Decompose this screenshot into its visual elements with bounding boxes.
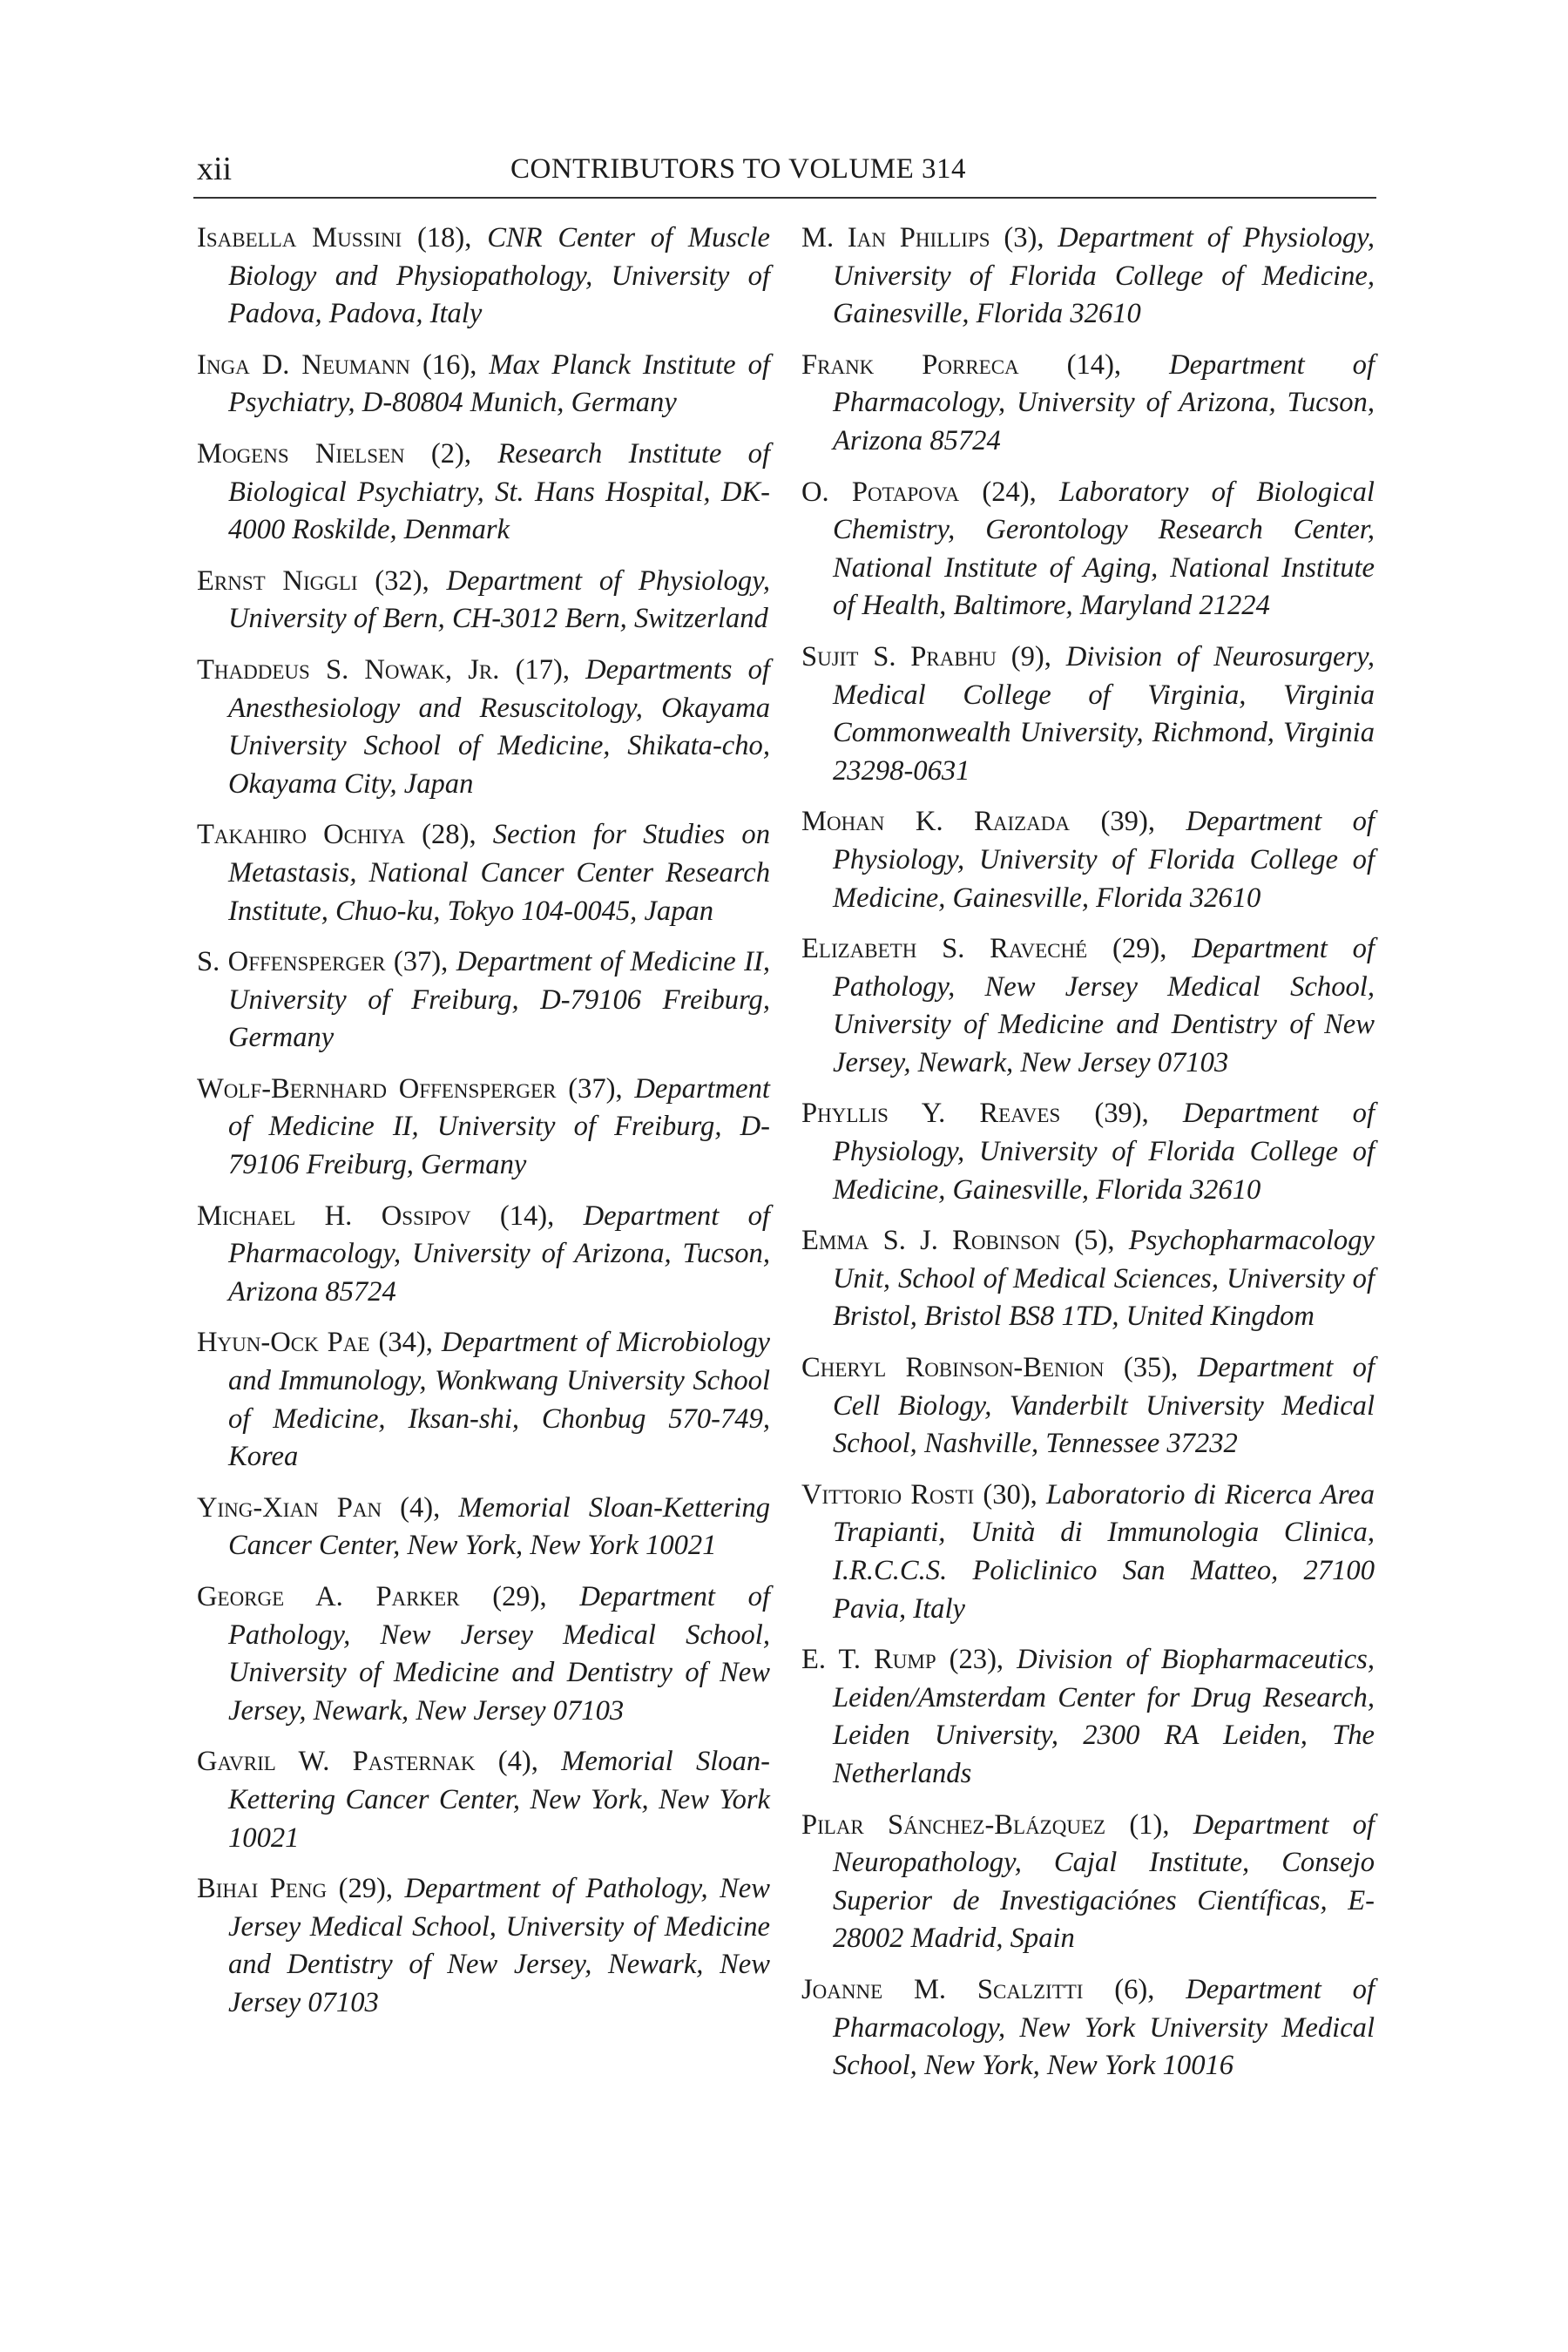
contributor-affiliation: Psychopharmacology Unit, School of Medical Sciences, University of Bristol, Bristol BS8 1TD, United Kingdom [833, 1225, 1375, 1333]
contributor-entry [801, 803, 1375, 917]
contributor-entry [801, 1222, 1375, 1336]
chapter-number: (39), [1100, 806, 1155, 838]
contributor-affiliation: Max Planck Institute of Psychiatry, D-80804 Munich, Germany [228, 348, 770, 419]
contributor-affiliation: Department of Pathology, New Jersey Medical School, University of Medicine and Dentistry of New Jersey, Newark, New Jersey 07103 [228, 1873, 770, 2018]
contributor-name: George A. Parker [197, 1581, 460, 1612]
contributor-entry [801, 347, 1375, 461]
contributor-affiliation: Department of Physiology, University of Florida College of Medicine, Gainesville, Florida 32610 [833, 222, 1375, 330]
contributor-affiliation: Department of Pharmacology, New York University Medical School, New York, New York 10016 [833, 1973, 1375, 2082]
contributor-entry [801, 1971, 1375, 2085]
contributor-entry [801, 1095, 1375, 1209]
contributor-entry [801, 220, 1375, 334]
contributor-name: Sujit S. Prabhu [801, 640, 997, 672]
chapter-number: (3), [1004, 222, 1044, 253]
chapter-number: (4), [497, 1746, 538, 1778]
chapter-number: (39), [1094, 1098, 1149, 1130]
chapter-number: (9), [1010, 640, 1051, 672]
contributor-name: Bihai Peng [197, 1873, 328, 1905]
chapter-number: (29), [338, 1873, 394, 1905]
contributor-affiliation: Department of Neuropathology, Cajal Institute, Consejo Superior de Investigaciónes Científicas, E-28002 Madrid, Spain [833, 1808, 1375, 1955]
contributor-name: Pilar Sánchez-Blázquez [801, 1808, 1106, 1841]
contributor-name: Mohan K. Raizada [801, 806, 1071, 838]
chapter-number: (18), [417, 222, 472, 253]
contributor-affiliation: Department of Physiology, University of Florida College of Medicine, Gainesville, Florida 32610 [833, 1098, 1375, 1206]
page-number: xii [197, 151, 233, 187]
contributor-name: M. Ian Phillips [801, 222, 990, 253]
contributor-name: Inga D. Neumann [197, 348, 410, 381]
contributor-affiliation: Department of Pathology, New Jersey Medical School, University of Medicine and Dentistry of New Jersey, Newark, New Jersey 07103 [228, 1581, 770, 1727]
chapter-number: (1), [1129, 1808, 1170, 1841]
chapter-number: (17), [515, 653, 570, 686]
chapter-number: (29), [492, 1581, 547, 1612]
chapter-number: (29), [1112, 933, 1167, 965]
contributor-entry [801, 1807, 1375, 1958]
chapter-number: (2), [430, 437, 472, 470]
contributor-entry [197, 1490, 770, 1565]
chapter-number: (37), [568, 1072, 623, 1105]
contributor-affiliation: Department of Physiology, University of Florida College of Medicine, Gainesville, Florida 32610 [833, 806, 1375, 914]
contributor-name: Hyun-Ock Pae [197, 1327, 370, 1359]
contributor-name: Gavril W. Pasternak [197, 1746, 476, 1778]
contributor-affiliation: CNR Center of Muscle Biology and Physiopathology, University of Padova, Padova, Italy [228, 222, 770, 330]
chapter-number: (14), [499, 1200, 555, 1232]
contributor-entry [801, 1349, 1375, 1463]
contributor-affiliation: Laboratory of Biological Chemistry, Gerontology Research Center, National Institute of Aging, National Institute of Health, Baltimore, Maryland 21224 [833, 476, 1375, 622]
contributor-name: Takahiro Ochiya [197, 819, 405, 851]
contributor-entry [801, 930, 1375, 1082]
contributor-entry [197, 652, 770, 803]
chapter-number: (14), [1066, 348, 1122, 381]
contributor-name: Frank Porreca [801, 348, 1019, 381]
contributor-affiliation: Department of Microbiology and Immunology, Wonkwang University School of Medicine, Iksan-shi, Chonbug 570-749, Korea [228, 1327, 770, 1473]
chapter-number: (30), [983, 1478, 1037, 1511]
contributor-entry [801, 474, 1375, 625]
contributor-affiliation: Research Institute of Biological Psychiatry, St. Hans Hospital, DK-4000 Roskilde, Denmark [228, 437, 770, 546]
contributor-name: Wolf-Bernhard Offensperger [197, 1072, 557, 1105]
contributor-entry [197, 816, 770, 930]
contributor-affiliation: Section for Studies on Metastasis, National Cancer Center Research Institute, Chuo-ku, Tokyo 104-0045, Japan [228, 819, 770, 927]
contributor-affiliation: Department of Medicine II, University of Freiburg, D-79106 Freiburg, Germany [228, 1072, 770, 1181]
contributor-entry [197, 220, 770, 334]
chapter-number: (5), [1074, 1225, 1115, 1257]
contributor-entry [197, 347, 770, 422]
contributor-entry [801, 1477, 1375, 1628]
contributor-affiliation: Department of Pharmacology, University of Arizona, Tucson, Arizona 85724 [228, 1200, 770, 1308]
contributor-name: E. T. Rump [801, 1644, 936, 1676]
contributor-name: Isabella Mussini [197, 222, 402, 253]
contributor-affiliation: Departments of Anesthesiology and Resuscitology, Okayama University School of Medicine, Shikata-cho, Okayama City, Japan [228, 653, 770, 800]
contributor-entry [197, 1870, 770, 2022]
contributor-affiliation: Department of Pharmacology, University of Arizona, Tucson, Arizona 85724 [833, 348, 1375, 456]
right-column [801, 220, 1375, 2099]
chapter-number: (23), [949, 1644, 1004, 1676]
contributor-affiliation: Department of Cell Biology, Vanderbilt University Medical School, Nashville, Tennessee 37232 [833, 1352, 1375, 1460]
contributor-affiliation: Division of Neurosurgery, Medical College of Virginia, Virginia Commonwealth University, Richmond, Virginia 23298-0631 [833, 640, 1375, 787]
contributor-entry [801, 639, 1375, 790]
chapter-number: (28), [422, 819, 476, 851]
contributor-name: Emma S. J. Robinson [801, 1225, 1061, 1257]
contributor-name: Vittorio Rosti [801, 1478, 975, 1511]
contributor-entry [197, 1198, 770, 1312]
contributor-name: Thaddeus S. Nowak, Jr. [197, 653, 500, 686]
contributor-name: Phyllis Y. Reaves [801, 1098, 1061, 1130]
header-rule [193, 197, 1376, 199]
chapter-number: (37), [393, 946, 449, 978]
contributor-affiliation: Division of Biopharmaceutics, Leiden/Amsterdam Center for Drug Research, Leiden University, 2300 RA Leiden, The Netherlands [833, 1644, 1375, 1789]
left-column [197, 220, 770, 2036]
chapter-number: (32), [375, 564, 429, 597]
contributor-name: O. Potapova [801, 476, 960, 508]
chapter-number: (24), [982, 476, 1037, 508]
contributor-affiliation: Memorial Sloan-Kettering Cancer Center, New York, New York 10021 [228, 1491, 770, 1562]
contributor-affiliation: Department of Physiology, University of Bern, CH-3012 Bern, Switzerland [228, 564, 771, 635]
chapter-number: (6), [1114, 1973, 1155, 2005]
chapter-number: (16), [422, 348, 477, 381]
contributor-affiliation: Department of Pathology, New Jersey Medical School, University of Medicine and Dentistry of New Jersey, Newark, New Jersey 07103 [833, 933, 1375, 1078]
contributor-entry [197, 943, 770, 1058]
running-title: CONTRIBUTORS TO VOLUME 314 [510, 153, 967, 185]
chapter-number: (35), [1123, 1352, 1179, 1384]
contributor-name: S. Offensperger [197, 946, 386, 978]
chapter-number: (4), [400, 1491, 441, 1524]
contributor-name: Cheryl Robinson-Benion [801, 1352, 1105, 1384]
contributor-entry [801, 1641, 1375, 1793]
contributor-entry [197, 1743, 770, 1857]
running-header [197, 148, 1375, 190]
contributor-entry [197, 1071, 770, 1185]
contributor-affiliation: Memorial Sloan-Kettering Cancer Center, New York, New York 10021 [228, 1746, 770, 1854]
contributor-name: Michael H. Ossipov [197, 1200, 471, 1232]
contributor-name: Mogens Nielsen [197, 437, 405, 470]
contributor-name: Ying-Xian Pan [197, 1491, 382, 1524]
contributor-entry [197, 436, 770, 550]
contributor-affiliation: Laboratorio di Ricerca Area Trapianti, Unità di Immunologia Clinica, I.R.C.C.S. Policlinico San Matteo, 27100 Pavia, Italy [833, 1478, 1375, 1625]
contributor-entry [197, 563, 770, 639]
contributor-name: Ernst Niggli [197, 564, 358, 597]
contributor-entry [197, 1324, 770, 1476]
contributor-entry [197, 1578, 770, 1730]
contributor-name: Elizabeth S. Raveché [801, 933, 1088, 965]
chapter-number: (34), [378, 1327, 433, 1359]
contributor-name: Joanne M. Scalzitti [801, 1973, 1084, 2005]
contributor-affiliation: Department of Medicine II, University of Freiburg, D-79106 Freiburg, Germany [228, 946, 771, 1054]
